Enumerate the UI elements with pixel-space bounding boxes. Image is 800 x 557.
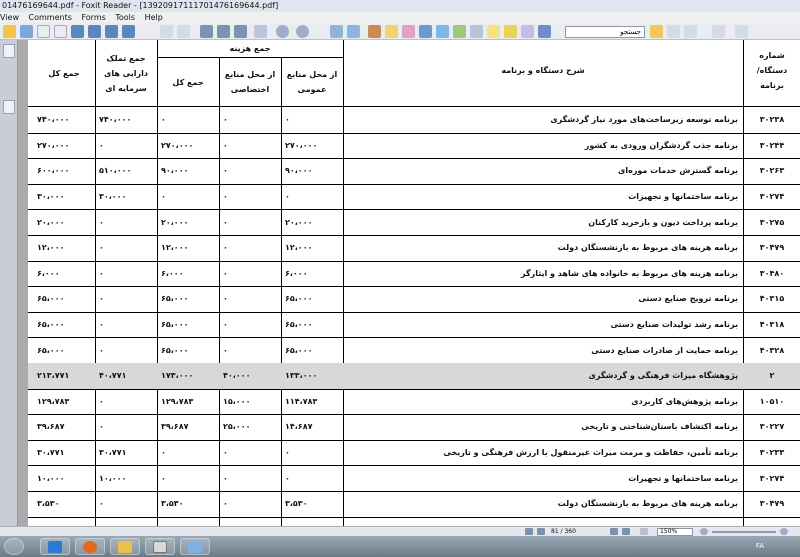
cell-public: ۰ [285,192,290,202]
cell-special: ۰ [223,294,228,304]
table-row [28,261,800,287]
cell-total: ۰ [161,192,166,202]
cell-desc: برنامه پرداخت دیون و بازخرید کارکنان [588,217,738,227]
select-text-icon[interactable] [347,25,360,38]
pencil-icon[interactable] [521,25,534,38]
cell-total: ۶۵،۰۰۰ [161,294,189,304]
cell-special: ۰ [223,140,228,150]
header-divider [157,57,344,58]
cell-code: ۳۰۲۴۴ [759,140,785,150]
page-icon[interactable] [735,25,748,38]
cell-assets: ۷۴۰،۰۰۰ [99,115,132,125]
menu-help[interactable]: Help [144,13,163,22]
cell-desc: برنامه ساختمانها و تجهیزات [628,473,738,483]
firefox-taskbar-button[interactable] [75,538,105,555]
cell-assets: ۰ [99,294,104,304]
cell-special: ۰ [223,243,228,253]
cell-special: ۰ [223,499,228,509]
cell-desc: برنامه اکتشاف باستان‌شناختی و تاریخی [581,422,738,432]
table-row [28,133,800,159]
cell-desc: برنامه پژوهش‌های کاربردی [631,396,738,406]
folder-icon [118,541,132,553]
cell-grand: ۳۹،۶۸۷ [37,422,65,432]
cell-code: ۴۰۳۲۸ [759,345,785,355]
header-cost-group: جمع هزینه [229,44,271,53]
zoom-field[interactable]: 150% [657,528,693,536]
cell-total: ۰ [161,448,166,458]
document-gutter [18,40,28,526]
row-divider [28,517,800,518]
cell-code: ۳۰۴۸۰ [759,268,785,278]
taskbar [0,536,800,557]
table-row [28,209,800,235]
hand-icon[interactable] [330,25,343,38]
prev-page-icon[interactable] [88,25,101,38]
attach-icon[interactable] [436,25,449,38]
table-row [28,337,800,363]
table-row [28,465,800,491]
cell-grand: ۳۰،۰۰۰ [37,192,65,202]
cell-desc: برنامه ساختمانها و تجهیزات [628,192,738,202]
table-row [28,286,800,312]
header-description: شرح دستگاه و برنامه [501,65,585,75]
cell-grand: ۱۰،۰۰۰ [37,473,65,483]
table-row [28,107,800,133]
cell-total: ۶،۰۰۰ [161,268,184,278]
cell-special: ۰ [223,320,228,330]
cell-code: ۴۰۳۱۵ [759,294,785,304]
cell-assets: ۰ [99,243,104,253]
cell-grand: ۲۷۰،۰۰۰ [37,140,70,150]
language-indicator[interactable]: FA [755,542,764,550]
cell-public: ۰ [285,448,290,458]
cell-grand: ۶۰۰،۰۰۰ [37,166,70,176]
cell-total: ۶۵،۰۰۰ [161,320,189,330]
cell-total: ۶۵،۰۰۰ [161,345,189,355]
table-row [28,235,800,261]
cell-assets: ۰ [99,499,104,509]
cell-total: ۹۰،۰۰۰ [161,166,189,176]
cell-desc: برنامه جذب گردشگران ورودی به کشور [584,140,738,150]
cell-desc: برنامه رشد تولیدات صنایع دستی [610,320,738,330]
toolbar [0,23,800,40]
cell-special: ۰ [223,217,228,227]
cell-desc: برنامه توسعه زیرساخت‌های مورد نیاز گردشگری [550,115,738,125]
cell-desc: برنامه حمایت از صادرات صنایع دستی [591,345,738,355]
search-input[interactable]: جستجو [565,26,645,38]
fit-page-icon[interactable] [254,25,267,38]
cell-assets: ۱۰،۰۰۰ [99,473,127,483]
header-code: شماره دستگاه/ برنامه [756,50,788,90]
cell-total: ۳،۵۳۰ [161,499,184,509]
cell-grand: ۶،۰۰۰ [37,268,60,278]
notepad-taskbar-button[interactable] [180,538,210,555]
cell-total: ۳۹،۶۸۷ [161,422,189,432]
cell-assets: ۰ [99,217,104,227]
folder-taskbar-button[interactable] [110,538,140,555]
cell-special: ۰ [223,345,228,355]
pdf-taskbar-button[interactable] [145,538,175,555]
cell-public: ۶،۰۰۰ [285,268,308,278]
table-row [28,158,800,184]
last-page-icon[interactable] [122,25,135,38]
cell-total: ۱۲۹،۷۸۳ [161,396,194,406]
cell-public: ۶۵،۰۰۰ [285,320,313,330]
cell-desc: برنامه گسترش خدمات موزه‌ای [618,166,738,176]
typewriter-icon[interactable] [453,25,466,38]
cell-total: ۰ [161,115,166,125]
zoom-in-icon[interactable] [296,25,309,38]
cell-public: ۰ [285,115,290,125]
cell-code: ۲ [769,371,775,381]
header-public: از محل منابع عمومی [286,70,338,94]
header-grand-total: جمع کل [48,68,80,78]
cell-code: ۳۰۴۷۹ [759,499,785,509]
cell-special: ۰ [223,473,228,483]
cell-total: ۲۷۰،۰۰۰ [161,140,194,150]
table-row [28,312,800,338]
status-bar [0,526,800,536]
options-icon[interactable] [712,25,725,38]
cell-assets: ۳۰،۷۷۱ [99,448,127,458]
note-icon[interactable] [487,25,500,38]
search-next-icon[interactable] [684,25,697,38]
cell-total: ۲۰،۰۰۰ [161,217,189,227]
cell-grand: ۱۲۹،۷۸۳ [37,396,70,406]
firefox-icon [83,541,97,553]
pages-tab[interactable] [3,100,15,114]
cell-assets: ۰ [99,422,104,432]
windows-start-icon[interactable] [4,538,24,555]
cell-assets: ۵۱۰،۰۰۰ [99,166,132,176]
cell-code: ۳۰۲۷۴ [759,192,785,202]
cell-special: ۲۵،۰۰۰ [223,422,251,432]
page-indicator[interactable]: 81 / 360 [551,528,576,535]
menu-tools[interactable]: Tools [115,13,136,22]
cell-special: ۰ [223,268,228,278]
cell-grand: ۳،۵۳۰ [37,499,60,509]
first-page-icon[interactable] [71,25,84,38]
cell-public: ۲۷۰،۰۰۰ [285,140,318,150]
link-icon[interactable] [402,25,415,38]
cell-special: ۰ [223,192,228,202]
cell-public: ۱۱۴،۷۸۳ [285,396,318,406]
next-page-icon[interactable] [105,25,118,38]
side-panel [0,40,18,526]
cell-total: ۱۲،۰۰۰ [161,243,189,253]
table-row [28,491,800,517]
cell-assets: ۰ [99,320,104,330]
pdf-icon [153,541,167,553]
window-title: 01476169644.pdf - Foxit Reader - [13920917111701476169644.pdf] [0,0,800,12]
menu-bar [0,12,800,23]
cell-desc: برنامه ترویج صنایع دستی [638,294,738,304]
last-page-button[interactable] [622,528,630,535]
cell-grand: ۷۴۰،۰۰۰ [37,115,70,125]
cell-code: ۳۰۴۷۹ [759,243,785,253]
table-row [28,363,800,389]
cell-grand: ۲۰،۰۰۰ [37,217,65,227]
cell-grand: ۲۱۳،۷۷۱ [37,371,70,381]
menu-forms[interactable]: Forms [81,13,106,22]
cell-assets: ۰ [99,345,104,355]
cell-desc: برنامه هزینه های مربوط به خانواده های شاهد و ایثارگر [520,268,738,278]
open-icon[interactable] [3,25,16,38]
cell-public: ۳،۵۳۰ [285,499,308,509]
first-page-button[interactable] [525,528,533,535]
bookmarks-tab[interactable] [3,44,15,58]
cell-code: ۳۰۲۳۳ [759,448,785,458]
cell-special: ۱۵،۰۰۰ [223,396,251,406]
cell-assets: ۰ [99,396,104,406]
single-page-icon[interactable] [217,25,230,38]
cell-grand: ۳۰،۷۷۱ [37,448,65,458]
print-icon[interactable] [20,25,33,38]
cell-special: ۰ [223,448,228,458]
table-row [28,389,800,415]
search-icon[interactable] [650,25,663,38]
snapshot-icon[interactable] [368,25,381,38]
ie-taskbar-button[interactable] [40,538,70,555]
cell-total: ۱۷۳،۰۰۰ [161,371,194,381]
highlight-icon[interactable] [504,25,517,38]
image-icon[interactable] [419,25,432,38]
cell-assets: ۳۰،۰۰۰ [99,192,127,202]
ie-icon [48,541,62,553]
cell-code: ۳۰۲۷۴ [759,473,785,483]
zoom-out-icon[interactable] [700,528,708,535]
cell-code: ۳۰۲۶۳ [759,166,785,176]
cell-public: ۱۳۳،۰۰۰ [285,371,318,381]
undo-icon[interactable] [160,25,173,38]
menu-view[interactable]: View [0,13,19,22]
cell-assets: ۰ [99,268,104,278]
cell-code: ۱۰۵۱۰ [759,396,785,406]
menu-comments[interactable]: Comments [28,13,72,22]
cell-total: ۰ [161,473,166,483]
cell-special: ۰ [223,115,228,125]
cell-code: ۳۰۲۷۵ [759,217,785,227]
textbox-icon[interactable] [470,25,483,38]
cell-code: ۳۰۲۲۷ [759,422,785,432]
cell-desc: پژوهشگاه میراث فرهنگی و گردشگری [588,371,738,381]
cell-code: ۳۰۲۳۸ [759,115,785,125]
document-page [28,40,800,526]
header-special: از محل منابع اختصاصی [224,70,276,94]
forward-icon[interactable] [54,25,67,38]
cell-public: ۶۵،۰۰۰ [285,294,313,304]
cell-public: ۱۴،۶۸۷ [285,422,313,432]
arrow-icon[interactable] [538,25,551,38]
cell-grand: ۱۲،۰۰۰ [37,243,65,253]
zoom-out-icon[interactable] [276,25,289,38]
continuous-icon[interactable] [234,25,247,38]
prev-page-button[interactable] [537,528,545,535]
cell-public: ۲۰،۰۰۰ [285,217,313,227]
redo-icon[interactable] [177,25,190,38]
next-page-button[interactable] [610,528,618,535]
table-row [28,440,800,466]
cell-assets: ۰ [99,140,104,150]
cell-code: ۴۰۳۱۸ [759,320,785,330]
back-icon[interactable] [37,25,50,38]
cell-public: ۰ [285,473,290,483]
cell-public: ۹۰،۰۰۰ [285,166,313,176]
page-layout-icon[interactable] [200,25,213,38]
table-row [28,184,800,210]
cell-desc: برنامه تأمین، حفاظت و مرمت میراث غیرمنقول با ارزش فرهنگی و تاریخی [443,448,738,458]
cell-special: ۴۰،۰۰۰ [223,371,251,381]
cell-grand: ۶۵،۰۰۰ [37,320,65,330]
header-cost-total: جمع کل [172,77,204,87]
zoom-slider[interactable] [712,531,776,533]
table-row [28,414,800,440]
header-assets: جمع تملک دارایی های سرمایه ای [104,53,148,93]
zoom-in-icon[interactable] [780,528,788,535]
view-mode-icon[interactable] [640,528,648,535]
cell-desc: برنامه هزینه های مربوط به بازنشستگان دولت [557,499,738,509]
notepad-icon [188,541,202,553]
search-prev-icon[interactable] [667,25,680,38]
cell-public: ۶۵،۰۰۰ [285,345,313,355]
cell-grand: ۶۵،۰۰۰ [37,345,65,355]
cell-grand: ۶۵،۰۰۰ [37,294,65,304]
cell-public: ۱۲،۰۰۰ [285,243,313,253]
cell-assets: ۴۰،۷۷۱ [99,371,127,381]
cell-special: ۰ [223,166,228,176]
cell-desc: برنامه هزینه های مربوط به بازنشستگان دولت [557,243,738,253]
cursor-icon[interactable] [385,25,398,38]
